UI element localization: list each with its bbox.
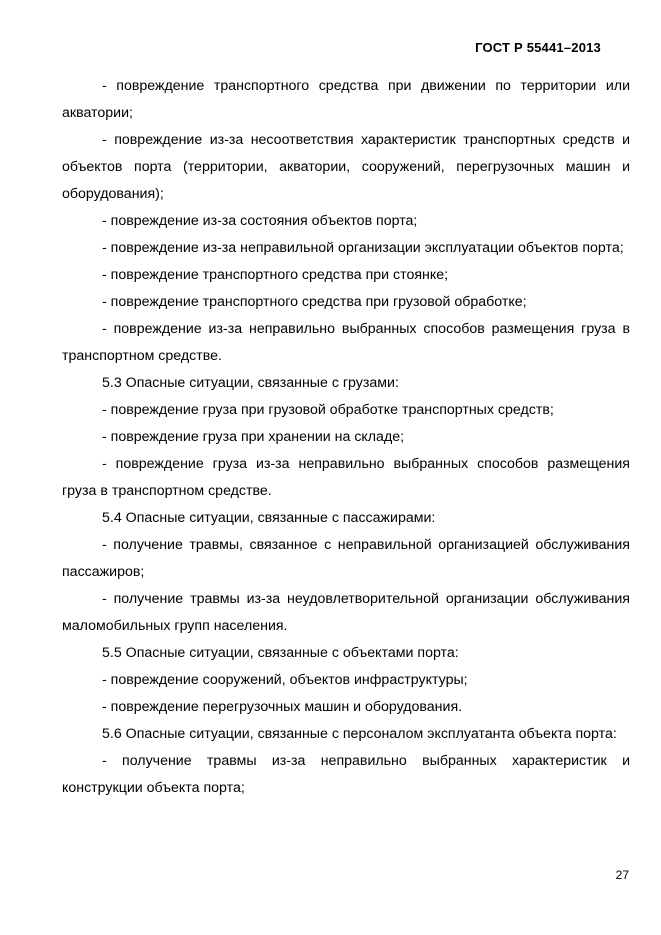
paragraph-7: - повреждение из-за неправильно выбранных способов размещения груза в транспортном средстве. xyxy=(62,321,630,364)
section-heading-5-4: 5.4 Опасные ситуации, связанные с пассажирами: xyxy=(102,510,436,526)
paragraph-11: - повреждение груза из-за неправильно выбранных способов размещения груза в транспортном средстве. xyxy=(62,456,630,499)
paragraph-13: - получение травмы, связанное с неправильной организацией обслуживания пассажиров; xyxy=(62,537,630,580)
paragraph-4: - повреждение из-за неправильной организации эксплуатации объектов порта; xyxy=(102,240,624,256)
paragraph-6: - повреждение транспортного средства при грузовой обработке; xyxy=(102,294,527,310)
section-heading-5-5: 5.5 Опасные ситуации, связанные с объектами порта: xyxy=(102,645,459,661)
paragraph-3: - повреждение из-за состояния объектов порта; xyxy=(102,213,418,229)
paragraph-5: - повреждение транспортного средства при стоянке; xyxy=(102,267,449,283)
page-body xyxy=(62,73,630,802)
paragraph-2: - повреждение из-за несоответствия характеристик транспортных средств и объектов порта (территории, акватории, сооружений, перегрузочных машин и оборудования); xyxy=(62,132,630,202)
paragraph-1: - повреждение транспортного средства при движении по территории или акватории; xyxy=(62,78,630,121)
paragraph-10: - повреждение груза при хранении на складе; xyxy=(102,429,405,445)
page-number: 27 xyxy=(615,868,629,882)
section-heading-5-3: 5.3 Опасные ситуации, связанные с грузами: xyxy=(102,375,399,391)
paragraph-14: - получение травмы из-за неудовлетворительной организации обслуживания маломобильных групп населения. xyxy=(62,591,630,634)
paragraph-9: - повреждение груза при грузовой обработке транспортных средств; xyxy=(102,402,554,418)
paragraph-16: - повреждение сооружений, объектов инфраструктуры; xyxy=(102,672,468,688)
paragraph-19: - получение травмы из-за неправильно выбранных характеристик и конструкции объекта порта; xyxy=(62,753,630,796)
document-code-header: ГОСТ Р 55441–2013 xyxy=(475,40,601,55)
section-heading-5-6: 5.6 Опасные ситуации, связанные с персоналом эксплуатанта объекта порта: xyxy=(102,726,617,742)
paragraph-17: - повреждение перегрузочных машин и оборудования. xyxy=(102,699,463,715)
